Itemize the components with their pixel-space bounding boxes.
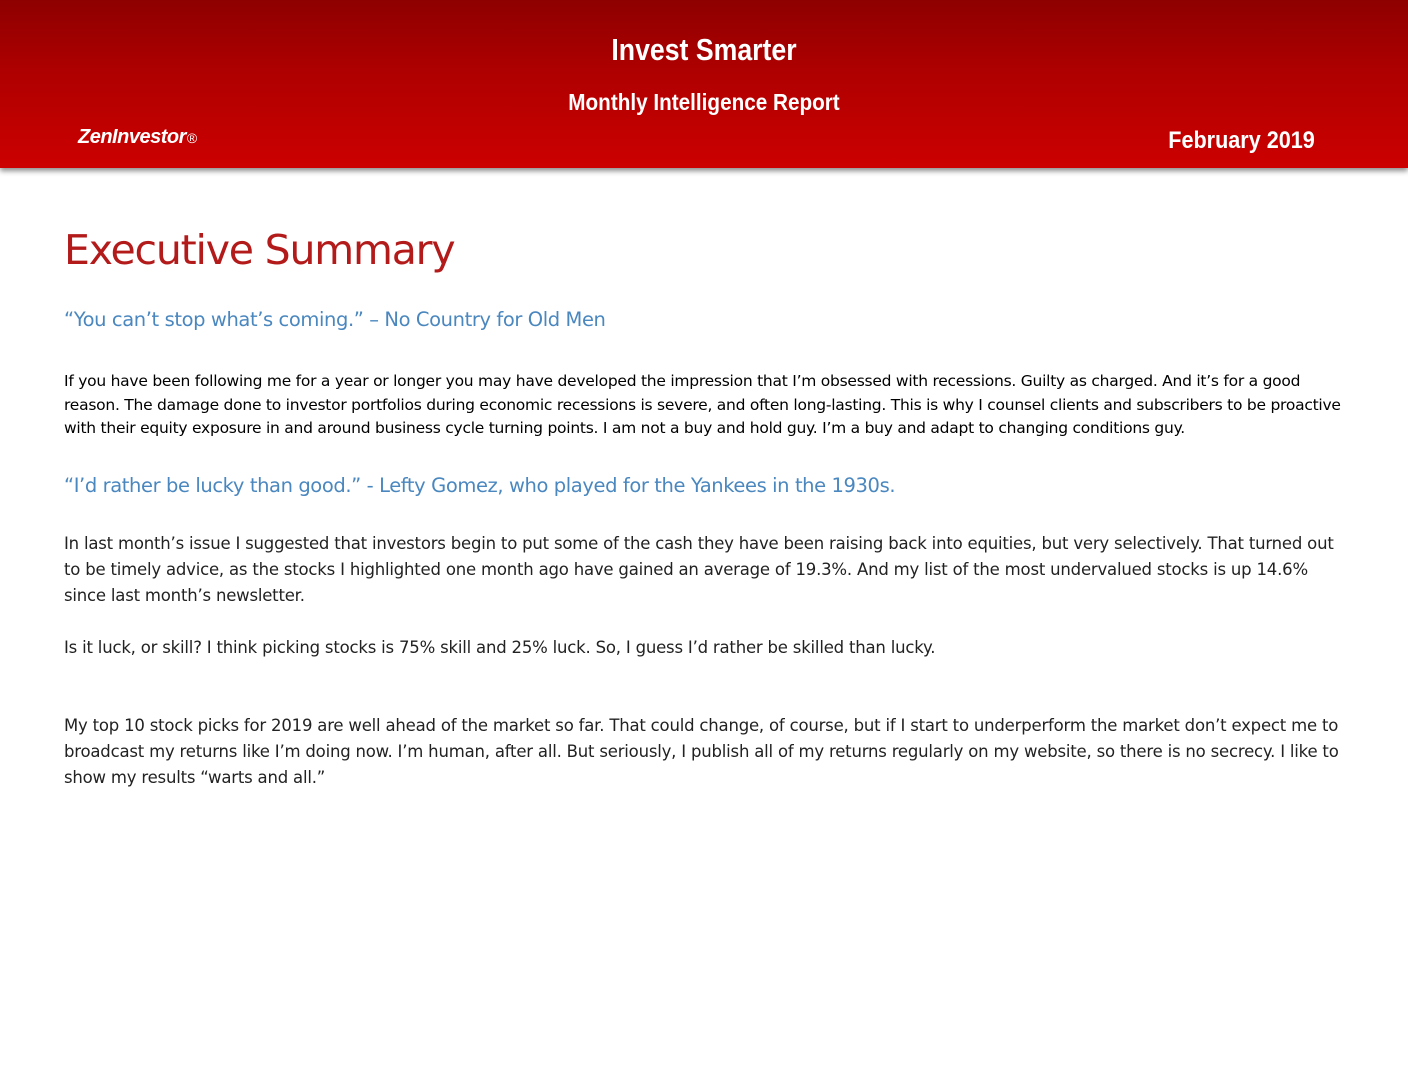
paragraph-3: Is it luck, or skill? I think picking stocks is 75% skill and 25% luck. So, I guess I’d rather be skilled than lucky.	[64, 637, 936, 657]
paragraph-2: In last month’s issue I suggested that investors begin to put some of the cash they have been raising back into equities, but very selectively. That turned out to be timely advice, as the stocks I highlighted one month ago have gained an average of 19.3%. And my list of the most undervalued stocks is up 14.6% since last month’s newsletter.	[64, 533, 1334, 605]
report-date: February 2019	[1168, 127, 1315, 154]
paragraph-1: If you have been following me for a year or longer you may have developed the impression that I’m obsessed with recessions. Guilty as charged. And it’s for a good reason. The damage done to investor portfolios during economic recessions is severe, and often long-lasting. This is why I counsel clients and subscribers to be proactive with their equity exposure in and around business cycle turning points. I am not a buy and hold guy. I’m a buy and adapt to changing conditions guy.	[64, 372, 1341, 437]
quote-heading-1: “You can’t stop what’s coming.” – No Country for Old Men	[64, 308, 606, 331]
main-content	[64, 222, 1354, 791]
header-banner	[0, 0, 1408, 168]
registered-mark: ®	[186, 130, 197, 146]
section-title: Executive Summary	[64, 226, 455, 274]
logo-text: ZenInvestor	[78, 126, 186, 148]
paragraph-4: My top 10 stock picks for 2019 are well ahead of the market so far. That could change, of course, but if I start to underperform the market don’t expect me to broadcast my returns like I’m doing now. I’m human, after all. But seriously, I publish all of my returns regularly on my website, so there is no secrecy. I like to show my results “warts and all.”	[64, 715, 1339, 787]
report-title: Invest Smarter	[611, 32, 797, 67]
quote-heading-2: “I’d rather be lucky than good.” - Lefty Gomez, who played for the Yankees in the 1930s.	[64, 473, 896, 497]
zeninvestor-logo	[78, 126, 197, 149]
report-subtitle: Monthly Intelligence Report	[568, 89, 840, 115]
